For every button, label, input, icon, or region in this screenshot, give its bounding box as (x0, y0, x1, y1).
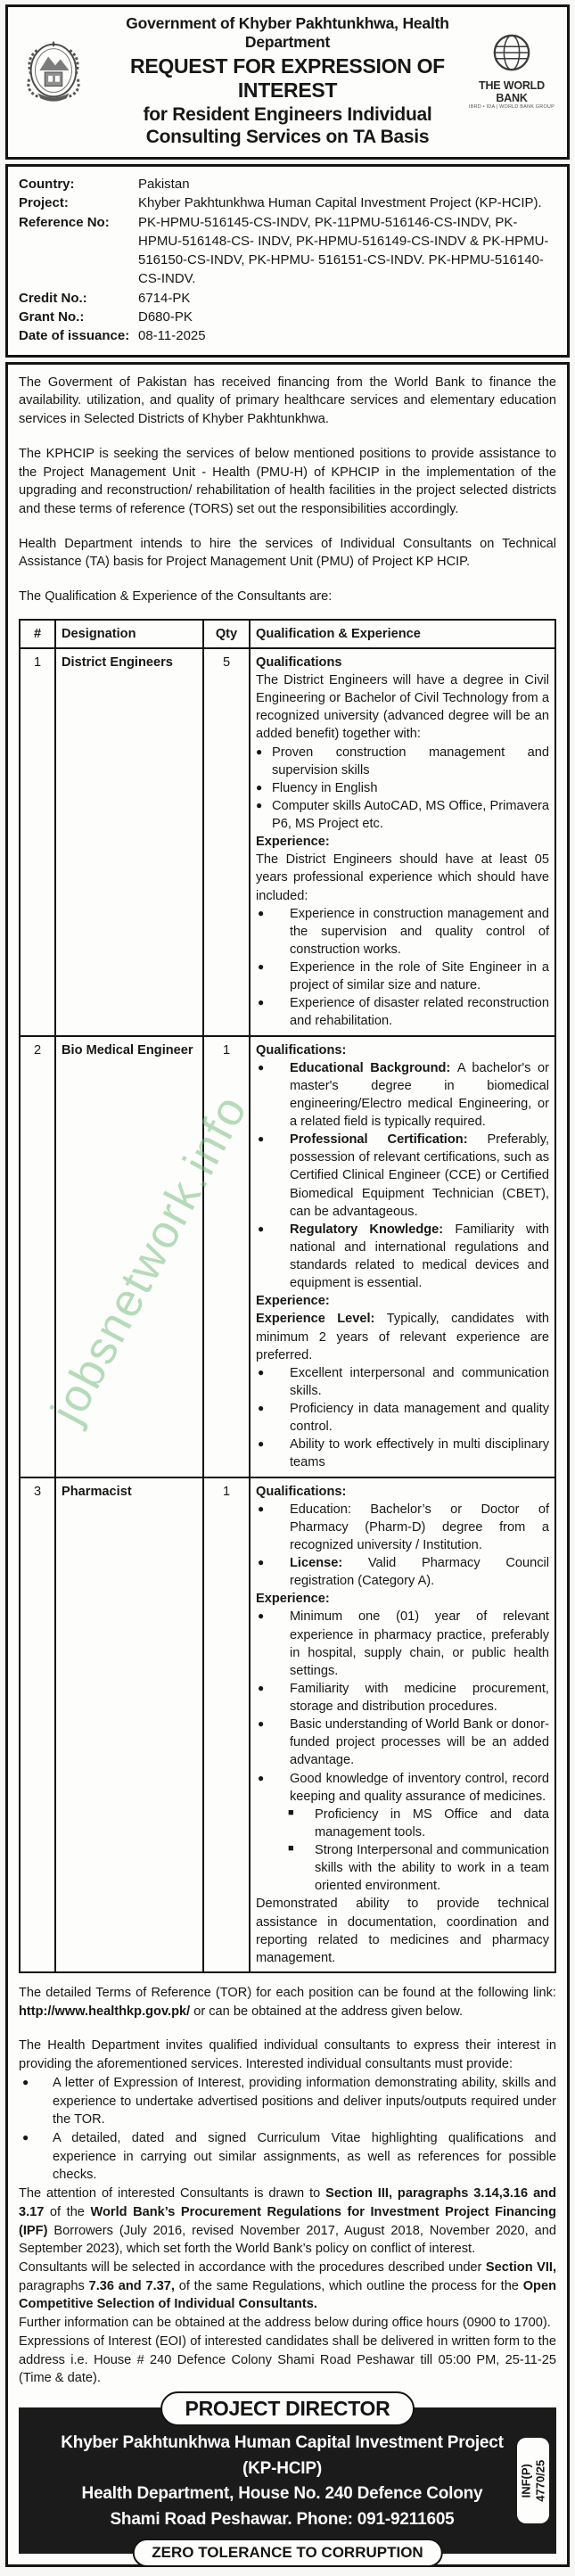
bullet-icon: ● (258, 1681, 265, 1694)
cell-qty: 1 (203, 1036, 250, 1477)
cell-number: 3 (20, 1477, 55, 1972)
plain-text: A letter of Expression of Interest, providing information demonstrating ability, skills and experience to undertake advertised positions and deliver inputs/outputs required under the TOR. (53, 2075, 556, 2127)
kp-government-emblem-icon (19, 36, 88, 109)
bullet-item (256, 994, 549, 1030)
bold-text: Section III, paragraphs 3.14,3.16 and 3.17 (19, 2186, 557, 2219)
bullet-text: Proficiency in MS Office and data management tools. (315, 1806, 549, 1839)
plain-text: of the (44, 2204, 91, 2219)
cell-heading: Qualifications: (256, 1484, 347, 1499)
footer-address-block (19, 2397, 556, 2562)
cell-paragraph: The District Engineers will have a degree in Civil Engineering or Bachelor of Civil Technology from a recognized university (advanced degree will be an added benefit) together with: (256, 673, 549, 742)
bold-lead: Regulatory Knowledge: (290, 1222, 456, 1237)
header-section (5, 4, 570, 160)
world-bank-logo (462, 32, 562, 110)
info-label: Country: (19, 177, 75, 192)
closing-paragraphs (19, 1984, 556, 2388)
ref-tag-line2: 4770/25 (533, 2459, 546, 2502)
bullet-item (256, 1400, 549, 1436)
bullet-item (256, 1716, 549, 1769)
bold-text: 7.36 and 7.37, (88, 2278, 175, 2293)
bullet-icon: ● (258, 1609, 265, 1623)
bold-lead: Professional Certification: (290, 1132, 488, 1148)
bullet-text: Proven construction management and supervision skills (272, 745, 549, 778)
project-director-badge: PROJECT DIRECTOR (160, 2391, 415, 2426)
bullet-icon: ● (256, 798, 263, 811)
department-title: Government of Khyber Pakhtunkhwa, Health Department (126, 14, 449, 51)
bold-text: World Bank’s Procurement Regulations for Investment Project Financing (IPF) (19, 2204, 556, 2238)
world-bank-title: THE WORLD BANK (479, 79, 545, 104)
footer-project-name: Khyber Pakhtunkhwa Human Capital Investment Project (KP-HCIP) (61, 2433, 504, 2478)
bullet-text: License: Valid Pharmacy Council registration (Category A). (290, 1556, 550, 1589)
bullet-item (256, 1221, 549, 1293)
closing-bullet-text (53, 2074, 556, 2129)
cell-qty: 1 (203, 1477, 250, 1972)
bold-text: Open Competitive Selection of Individual Consultants. (19, 2278, 556, 2312)
footer-address-line: Health Department, House No. 240 Defence Colony (81, 2484, 483, 2504)
cell-paragraph: Demonstrated ability to provide technical assistance in documentation, coordination and reporting related to medicines and pharmacy management. (256, 1897, 549, 1965)
bullet-text: Experience in the role of Site Engineer in a project of similar size and nature. (290, 960, 549, 993)
main-body-section (5, 362, 570, 2567)
world-bank-globe-icon (491, 32, 532, 73)
bullet-item (256, 1436, 549, 1471)
closing-paragraph (19, 2185, 556, 2259)
bullet-icon: ● (258, 1222, 265, 1235)
bullet-item (256, 1364, 549, 1400)
info-value: 6714-PK (138, 290, 191, 306)
plain-text: Consultants will be selected in accordance with the procedures described under (19, 2260, 486, 2276)
closing-bullet-text (53, 2129, 556, 2185)
closing-paragraph (19, 1984, 556, 2020)
table-row (20, 1036, 555, 1477)
footer-section (19, 2397, 556, 2562)
bullet-text: Education: Bachelor’s or Doctor of Pharmacy (Pharm-D) degree from a recognized university / Institution. (290, 1502, 549, 1552)
bullet-icon: ● (258, 1717, 265, 1731)
table-header-row (20, 620, 555, 648)
info-value: 08-11-2025 (138, 328, 206, 344)
bullet-text: Excellent interpersonal and communication skills. (290, 1365, 549, 1398)
square-bullet-icon: ■ (288, 1806, 294, 1818)
info-row (19, 213, 556, 289)
bullet-text: Good knowledge of inventory control, record keeping and quality assurance of medicines. (290, 1771, 549, 1804)
info-label: Date of issuance: (19, 328, 130, 344)
info-row (19, 326, 556, 345)
cell-qualification (250, 1036, 555, 1477)
positions-table-body (20, 648, 555, 1972)
plain-text: of the same Regulations, which outline the process for the (174, 2278, 523, 2293)
cell-number: 2 (20, 1036, 55, 1477)
cell-qualification (250, 1477, 555, 1972)
bullet-icon: ● (258, 1556, 265, 1569)
eoi-subtitle-2: Consulting Services on TA Basis (145, 127, 430, 147)
plain-text: The Health Department invites qualified individual consultants to express their interest in providing the aforementioned services. Interested individual consultants must provide: (19, 2038, 556, 2072)
cell-number: 1 (20, 648, 55, 1036)
table-row (20, 1477, 555, 1972)
plain-text: Expressions of Interest (EOI) of interested candidates shall be delivered in written form to the address i.e. House # 240 Defence Colony Shami Road Peshawar till 05:00 PM, 25-11-25 (Time & date). (19, 2333, 556, 2386)
info-value: Khyber Pakhtunkhwa Human Capital Investment Project (KP-HCIP). (138, 195, 542, 211)
table-header-designation: Designation (55, 620, 203, 648)
ref-tag-line1: INF(P) (518, 2463, 532, 2498)
bold-text: http://www.healthkp.gov.pk/ (19, 2004, 191, 2019)
closing-paragraph (19, 2037, 556, 2073)
bullet-item (256, 1501, 549, 1554)
bullet-text: Ability to work effectively in multi disciplinary teams (290, 1437, 549, 1470)
table-header-qualification: Qualification & Experience (250, 620, 555, 648)
eoi-title: REQUEST FOR EXPRESSION OF INTEREST (130, 54, 445, 102)
project-info-rows (19, 175, 556, 346)
bold-text: Section VII, (485, 2260, 556, 2276)
bullet-text: Professional Certification: Preferably, possession of relevant certifications, such as Certified Clinical Engineer (CCE) or Certified Biomedical Equipment Technician (CBET), can be advantageous. (290, 1132, 549, 1219)
watermark-text: jobsnetwork.info (41, 1086, 259, 1432)
eoi-subtitle-1: for Resident Engineers Individual (143, 104, 432, 125)
closing-bullet (19, 2074, 556, 2129)
cell-qualification (250, 648, 555, 1036)
cell-paragraph: The District Engineers should have at least 05 years professional experience which should have included: (256, 852, 549, 903)
bullet-item (256, 1059, 549, 1132)
bullet-icon: ● (258, 906, 265, 919)
table-header-number: # (20, 620, 55, 648)
footer-phone-line: Shami Road Peshawar. Phone: 091-9211605 (110, 2509, 455, 2529)
bullet-item (256, 797, 549, 833)
bullet-item (256, 1131, 549, 1221)
info-value: D680-PK (138, 309, 193, 325)
plain-text: or can be obtained at the address given below. (190, 2004, 464, 2019)
bullet-icon: ● (258, 1437, 265, 1451)
info-value: PK-HPMU-516145-CS-INDV, PK-11PMU-516146-CS-INDV, PK-HPMU-516148-CS- INDV, PK-HPMU-516149-CS-INDV & PK-HPMU-516150-CS-INDV, PK-HPMU- 516151-CS-INDV. PK-HPMU-516140-CS-INDV. (138, 214, 549, 287)
zero-tolerance-badge: ZERO TOLERANCE TO CORRUPTION (132, 2539, 442, 2567)
plain-text: paragraphs (19, 2278, 89, 2293)
bold-lead: License: (290, 1556, 368, 1571)
bold-lead: Educational Background: (290, 1060, 457, 1075)
info-row (19, 193, 556, 212)
plain-text: A detailed, dated and signed Curriculum Vitae highlighting qualifications and experience in carrying out similar assignments, as well as references for possible checks. (53, 2131, 556, 2183)
cell-designation: District Engineers (55, 648, 203, 1036)
bullet-item (256, 1770, 549, 1806)
cell-heading: Experience: (256, 835, 330, 850)
bullet-icon: ● (22, 2075, 29, 2088)
bullet-icon: ● (256, 745, 263, 758)
cell-designation: Bio Medical Engineer (55, 1036, 203, 1477)
bullet-item (256, 1608, 549, 1680)
square-bullet-icon: ■ (288, 1843, 294, 1855)
closing-bullet (19, 2129, 556, 2185)
plain-text: Borrowers (July 2016, revised November 2017, August 2018, November 2020, and September 2023), which set forth the World Bank’s policy on conflict of interest. (19, 2223, 556, 2257)
sub-bullet-item (288, 1841, 549, 1895)
bullet-icon: ● (258, 1132, 265, 1146)
project-info-section (5, 164, 570, 358)
cell-heading: Experience: (256, 1294, 330, 1309)
closing-paragraph (19, 2314, 556, 2333)
bullet-icon: ● (258, 960, 265, 974)
bullet-text: Strong Interpersonal and communication skills with the ability to work in a team oriented environment. (315, 1843, 549, 1894)
cell-designation: Pharmacist (55, 1477, 203, 1972)
bullet-icon: ● (258, 1402, 265, 1415)
bullet-text: Minimum one (01) year of relevant experience in pharmacy practice, preferably in hospital, supply chain, or public health settings. (290, 1609, 549, 1678)
info-label: Project: (19, 195, 69, 211)
bullet-item (256, 959, 549, 994)
plain-text: Further information can be obtained at the address below during office hours (0900 to 1700). (19, 2316, 551, 2331)
info-label: Reference No: (19, 214, 110, 230)
bold-lead: Experience Level: (256, 1312, 387, 1327)
intro-paragraphs (19, 374, 556, 606)
cell-paragraph: Experience Level: Typically, candidates with minimum 2 years of relevant experience are preferred. (256, 1312, 549, 1362)
sub-bullet-item (288, 1806, 549, 1841)
advertisement-ref-tag (517, 2438, 549, 2523)
bullet-text: Educational Background: A bachelor's or master's degree in biomedical engineering/Electro medical Engineering, or a related field is typically required. (290, 1060, 549, 1130)
bullet-item (256, 1554, 549, 1590)
bullet-text: Computer skills AutoCAD, MS Office, Primavera P6, MS Project etc. (272, 798, 549, 832)
info-row (19, 308, 556, 326)
bullet-text: Familiarity with medicine procurement, storage and distribution procedures. (290, 1681, 549, 1715)
cell-heading: Qualifications: (256, 1042, 347, 1058)
bullet-text: Proficiency in data management and quality control. (290, 1402, 549, 1435)
cell-heading: Experience: (256, 1592, 330, 1607)
bullet-text: Basic understanding of World Bank or donor-funded project processes will be an added advantage. (290, 1717, 549, 1768)
info-value: Pakistan (138, 177, 190, 192)
info-row (19, 289, 556, 308)
bullet-icon: ● (258, 1365, 265, 1379)
bullet-item (256, 1680, 549, 1716)
intro-paragraph: The Goverment of Pakistan has received financing from the World Bank to finance the availability. utilization, and quality of primary healthcare services and elementary education services in Selected Districts of Khyber Pakhtunkhwa. (19, 374, 556, 427)
info-row (19, 175, 556, 193)
plain-text: The attention of interested Consultants is drawn to (19, 2186, 326, 2202)
bullet-icon: ● (22, 2131, 29, 2144)
bullet-item (256, 779, 549, 797)
bullet-text: Experience of disaster related reconstruction and rehabilitation. (290, 996, 549, 1029)
bullet-icon: ● (256, 780, 263, 794)
bullet-icon: ● (258, 1060, 265, 1074)
cell-heading: Qualifications (256, 654, 342, 670)
bullet-text: Regulatory Knowledge: Familiarity with national and international regulations and standards related to medical devices and equipment is essential. (290, 1222, 549, 1291)
bullet-icon: ● (258, 996, 265, 1009)
intro-paragraph: The Qualification & Experience of the Consultants are: (19, 589, 333, 605)
bullet-icon: ● (258, 1771, 265, 1784)
cell-qty: 5 (203, 648, 250, 1036)
world-bank-subtitle: IBRD • IDA | WORLD BANK GROUP (469, 104, 554, 110)
bullet-text: Fluency in English (272, 780, 378, 795)
intro-paragraph: Health Department intends to hire the services of Individual Consultants on Technical Assistance (TA) basis for Project Management Unit (PMU) of Project KP HCIP. (19, 536, 556, 570)
table-header-qty: Qty (203, 620, 250, 648)
plain-text: The detailed Terms of Reference (TOR) for each position can be found at the following link: (19, 1985, 556, 2000)
closing-paragraph (19, 2333, 556, 2388)
info-label: Grant No.: (19, 309, 85, 325)
positions-table (19, 619, 556, 1973)
bullet-item (256, 744, 549, 779)
bullet-icon: ● (258, 1502, 265, 1515)
closing-paragraph (19, 2259, 556, 2314)
info-label: Credit No.: (19, 290, 87, 306)
bullet-text: Experience in construction management and the supervision and quality control of construction works. (290, 906, 549, 957)
intro-paragraph: The KPHCIP is seeking the services of below mentioned positions to provide assistance to the Project Management Unit - Health (PMU-H) of KPHCIP in the implementation of the upgrading and reconstruction/ rehabilitation of health facilities in the project selected districts and these terms of reference (TORS) set out the responsibilities accordingly. (19, 446, 556, 516)
table-row (20, 648, 555, 1036)
bullet-item (256, 905, 549, 959)
advertisement-ref-text (519, 2460, 548, 2502)
